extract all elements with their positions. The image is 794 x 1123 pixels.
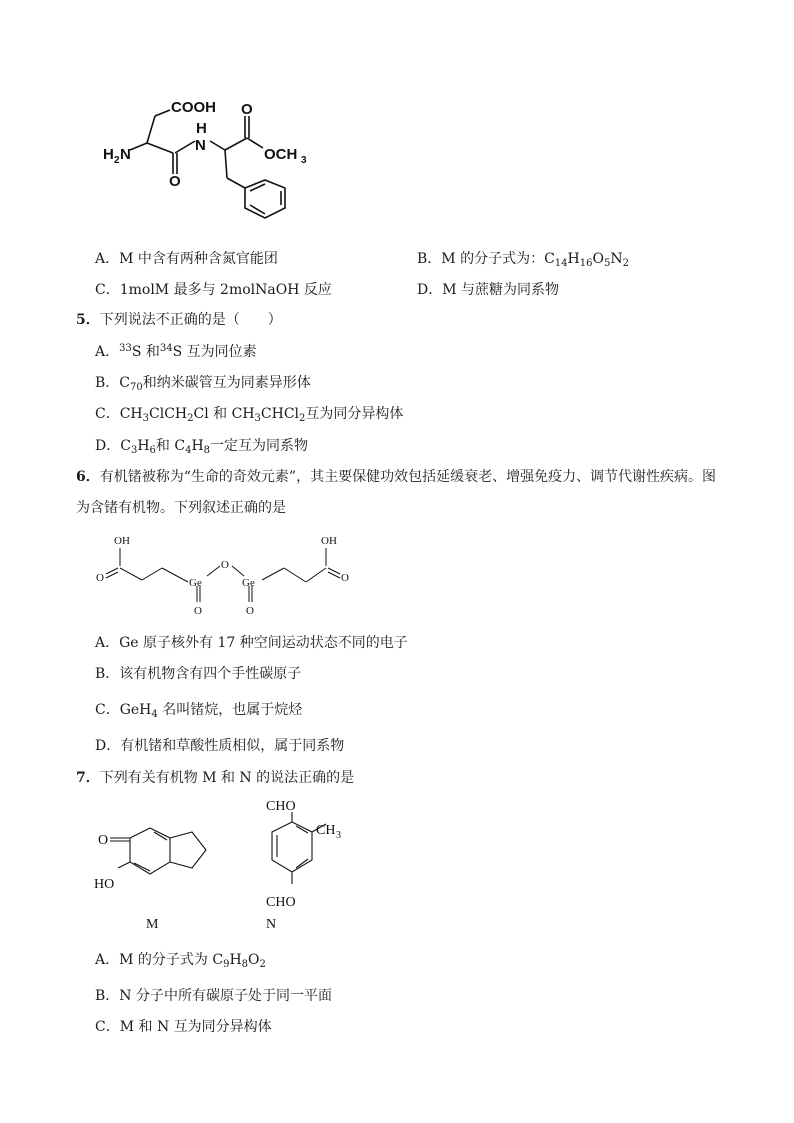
q7-number: 7．	[76, 770, 100, 786]
label-o-left: O	[96, 572, 104, 584]
t: S 互为同位素	[172, 344, 257, 360]
sup: 34	[159, 343, 173, 354]
q4-option-b[interactable]	[417, 250, 629, 268]
sub: 16	[579, 258, 593, 269]
sub: 4	[151, 709, 158, 720]
t: C．GeH	[95, 702, 152, 718]
q7-option-b[interactable]: B．N 分子中所有碳原子处于同一平面	[95, 988, 332, 1004]
label-n-ch3-sub: 3	[336, 830, 341, 841]
q5-number: 5．	[76, 312, 100, 328]
label-n-cho-bottom: CHO	[266, 895, 296, 910]
label-h2n-h: H	[103, 146, 114, 163]
q4-option-c[interactable]: C．1molM 最多与 2molNaOH 反应	[95, 282, 332, 298]
label-ge-right: Ge	[242, 577, 255, 589]
q6-stem-text: 有机锗被称为“生命的奇效元素”，其主要保健功效包括延缓衰老、增强免疫力、调节代谢性疾病。图	[99, 469, 717, 485]
q6-stem-line-2: 为含锗有机物。下列叙述正确的是	[76, 500, 286, 516]
label-cooh: COOH	[171, 99, 216, 116]
q5-option-c[interactable]	[95, 405, 403, 423]
sup: 33	[119, 343, 132, 354]
q5-stem	[76, 311, 282, 329]
label-nh-h: H	[196, 120, 207, 137]
q7-stem	[76, 769, 354, 787]
q7-option-a[interactable]	[95, 951, 266, 969]
t: 和纳米碳管互为同素异形体	[142, 375, 311, 391]
sub: 9	[223, 959, 230, 970]
t: B．C	[95, 375, 130, 391]
label-n-name: N	[266, 917, 277, 932]
sym: N	[610, 251, 623, 267]
sub: 2	[622, 258, 629, 269]
label-m-o: O	[98, 833, 109, 848]
t: 一定互为同系物	[210, 438, 309, 454]
sub: 14	[554, 258, 568, 269]
t: Cl 和 CH	[193, 406, 255, 422]
sub: 4	[185, 445, 192, 456]
sub: 6	[149, 445, 156, 456]
q6-option-d[interactable]: D．有机锗和草酸性质相似，属于同系物	[95, 738, 345, 754]
q6-option-a[interactable]: A．Ge 原子核外有 17 种空间运动状态不同的电子	[95, 635, 408, 651]
q4-option-d[interactable]: D．M 与蔗糖为同系物	[417, 282, 560, 298]
sym: O	[592, 251, 604, 267]
label-o-ge-left: O	[194, 605, 202, 617]
sub: 3	[130, 445, 138, 456]
sub: 8	[203, 445, 211, 456]
label-n-ch3: CH	[316, 823, 336, 838]
label-m-ho: HO	[94, 877, 115, 892]
sub: 5	[603, 258, 611, 269]
t: 名叫锗烷，也属于烷烃	[157, 702, 303, 718]
label-ge-left: Ge	[189, 577, 202, 589]
label-h2n-sub: 2	[114, 155, 120, 166]
label-h2n-n: N	[120, 146, 131, 163]
sub: 2	[259, 959, 266, 970]
q7-option-c[interactable]: C．M 和 N 互为同分异构体	[95, 1019, 272, 1035]
sub: 3	[142, 413, 150, 424]
label-oh-right: OH	[321, 535, 337, 547]
q5-option-a[interactable]	[95, 343, 257, 361]
q5-stem-text: 下列说法不正确的是（ ）	[99, 312, 282, 328]
molecule-m-indanone-structure	[90, 818, 230, 936]
sym: H	[567, 251, 580, 267]
q4-option-b-text: B．M 的分子式为：C	[417, 251, 555, 267]
label-n-cho-top: CHO	[266, 799, 296, 814]
t: H	[229, 952, 242, 968]
sub: 2	[299, 413, 306, 424]
t: ClCH	[149, 406, 188, 422]
label-nh-n: N	[195, 137, 206, 154]
t: 和 C	[155, 438, 186, 454]
sub: 8	[241, 959, 249, 970]
t: 互为同分异构体	[305, 406, 404, 422]
label-och3: OCH	[264, 146, 298, 163]
label-o-right: O	[341, 572, 349, 584]
label-o-ge-right: O	[246, 605, 254, 617]
q6-stem-line-1	[76, 468, 716, 486]
t: O	[248, 952, 260, 968]
label-oh-left: OH	[114, 535, 130, 547]
t: H	[191, 438, 204, 454]
t: A．M 的分子式为 C	[95, 952, 224, 968]
q5-option-b[interactable]	[95, 374, 311, 392]
q6-number: 6．	[76, 469, 100, 485]
label-o-top: O	[241, 101, 253, 118]
t: H	[137, 438, 150, 454]
q7-stem-text: 下列有关有机物 M 和 N 的说法正确的是	[99, 770, 355, 786]
label-och3-sub: 3	[301, 155, 307, 166]
t: A．	[95, 344, 120, 360]
t: C．CH	[95, 406, 143, 422]
label-o-bridge: O	[221, 559, 229, 571]
q5-option-d[interactable]	[95, 437, 308, 455]
germanium-compound-structure	[92, 528, 362, 620]
t: S 和	[131, 344, 160, 360]
q4-option-a[interactable]: A．M 中含有两种含氮官能团	[95, 251, 278, 267]
label-o-bottom: O	[169, 173, 181, 190]
molecule-m-structure	[95, 88, 325, 238]
t: CHCl	[260, 406, 300, 422]
sub: 3	[254, 413, 261, 424]
q6-option-c[interactable]	[95, 701, 302, 719]
label-m-name: M	[146, 917, 159, 932]
t: D．C	[95, 438, 131, 454]
molecule-n-dialdehyde-structure	[236, 796, 356, 936]
sub: 2	[187, 413, 194, 424]
sub: 70	[130, 382, 143, 393]
q6-option-b[interactable]: B．该有机物含有四个手性碳原子	[95, 666, 302, 682]
